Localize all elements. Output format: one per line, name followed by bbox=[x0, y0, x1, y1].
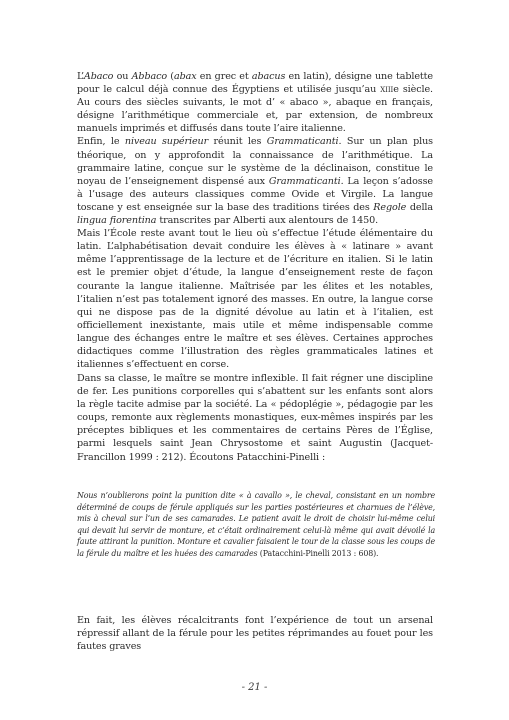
text-run: Grammaticanti bbox=[266, 136, 339, 148]
text-run: ou bbox=[113, 71, 132, 82]
body-text-bottom bbox=[77, 614, 433, 653]
text-run: abax bbox=[173, 71, 197, 82]
block-quotation bbox=[77, 490, 435, 560]
text-run: Dans sa classe, le maître se montre inflexible. Il fait régner une discipline de fer. Les punitions corporelles qui s’abattent sur les enfants sont alors la règle tacite admise par la société. La « pédoplégie », pédagogie par les coups, remonte aux règlements monastiques, eux-mêmes inspirés par les préceptes bibliques et les commentaires de certains Pères de l’Église, parmi lesquels saint Jean Chrysostome et saint Augustin (Jacquet-Francillon 1999 : 212). Écoutons Patacchini-Pinelli : bbox=[77, 373, 433, 463]
text-run: lingua fiorentina bbox=[77, 215, 157, 227]
text-run: (Patacchini-Pinelli 2013 : 608). bbox=[257, 548, 379, 558]
text-run: xiii bbox=[380, 84, 394, 96]
text-run: e siècle. Au cours des siècles suivants, le mot d’ « abaco », abaque en français, désigne l’arithmétique commerciale et, par extension, de nombreux manuels imprimés et diffusés dans toute l’aire italienne. bbox=[77, 84, 433, 135]
text-run: . Sur un plan plus théorique, on y approfondit la connaissance de l’arithmétique. La grammaire latine, conçue sur le système de la déclinaison, constitue le noyau de l’enseignement dispensé aux bbox=[77, 136, 433, 187]
body-text-middle bbox=[77, 372, 433, 464]
text-run: Grammaticanti bbox=[268, 175, 341, 187]
text-run: Enfin, le bbox=[77, 136, 125, 148]
text-run: Nous n’oublierons point la punition dite « à cavallo », le cheval, consistant en un nombre déterminé de coups de férule appliqués sur les parties postérieures et charnues de l’élève, mis à cheval sur l’un de ses camarades. Le patient avait le droit de choisir lui-même celui qui devait lui servir de monture, et c’était ordinairement celui-là même qui avait dévoilé la faute attirant la punition. Monture et cavalier faisaient le tour de la classe sous les coups de la férule du maître et les huées des camarades bbox=[77, 491, 435, 558]
text-run: Abbaco bbox=[131, 71, 168, 82]
text-run: . La leçon s’adosse à l’usage des auteurs classiques comme Ovide et Virgile. La langue toscane y est enseignée sur la base des traditions tirées des bbox=[77, 175, 433, 213]
text-run: ( bbox=[167, 71, 174, 82]
text-run: en latin), désigne une tablette pour le calcul déjà connue des Égyptiens et utilisée jusqu’au bbox=[77, 71, 433, 96]
text-run: Mais l’École reste avant tout le lieu où s’effectue l’étude élémentaire du latin. L’alphabétisation devait conduire les élèves à « latinare » avant même l’apprentissage de la lecture et de l’écriture en italien. Si le latin est le premier objet d’étude, la langue d’enseignement reste de façon courante la langue italienne. Maîtrisée par les élites et les notables, l’italien n’est pas totalement ignoré des masses. En outre, la langue corse qui ne dispose pas de la dignité dévolue au latin et à l’italien, est officiellement inexistante, mais utile et même indispensable comme langue des échanges entre le maître et ses élèves. Certaines approches didactiques comme l’illustration des règles grammaticales latines et italiennes s’effectuent en corse. bbox=[77, 228, 433, 371]
text-run: L’ bbox=[77, 71, 84, 82]
text-run: della bbox=[406, 201, 434, 213]
text-run: transcrites par Alberti aux alentours de 1450. bbox=[156, 215, 379, 227]
text-run: en grec et bbox=[196, 71, 252, 82]
body-text-top bbox=[77, 70, 433, 371]
paragraph-grammaticanti bbox=[77, 135, 433, 227]
paragraph-classe bbox=[77, 372, 433, 464]
page-number: - 21 - bbox=[241, 682, 268, 693]
text-run: niveau supérieur bbox=[124, 136, 209, 148]
text-run: abacus bbox=[251, 71, 286, 82]
paragraph-recalcitrants bbox=[77, 614, 433, 653]
text-run: réunit les bbox=[208, 136, 267, 148]
paragraph-abaco bbox=[77, 70, 433, 135]
paragraph-ecole bbox=[77, 227, 433, 371]
text-run: Regole bbox=[373, 201, 407, 213]
text-run: Abaco bbox=[83, 71, 114, 82]
paragraph-citation bbox=[77, 490, 435, 560]
text-run: En fait, les élèves récalcitrants font l’expérience de tout un arsenal répressif allant de la férule pour les petites réprimandes au fouet pour les fautes graves bbox=[77, 615, 433, 653]
